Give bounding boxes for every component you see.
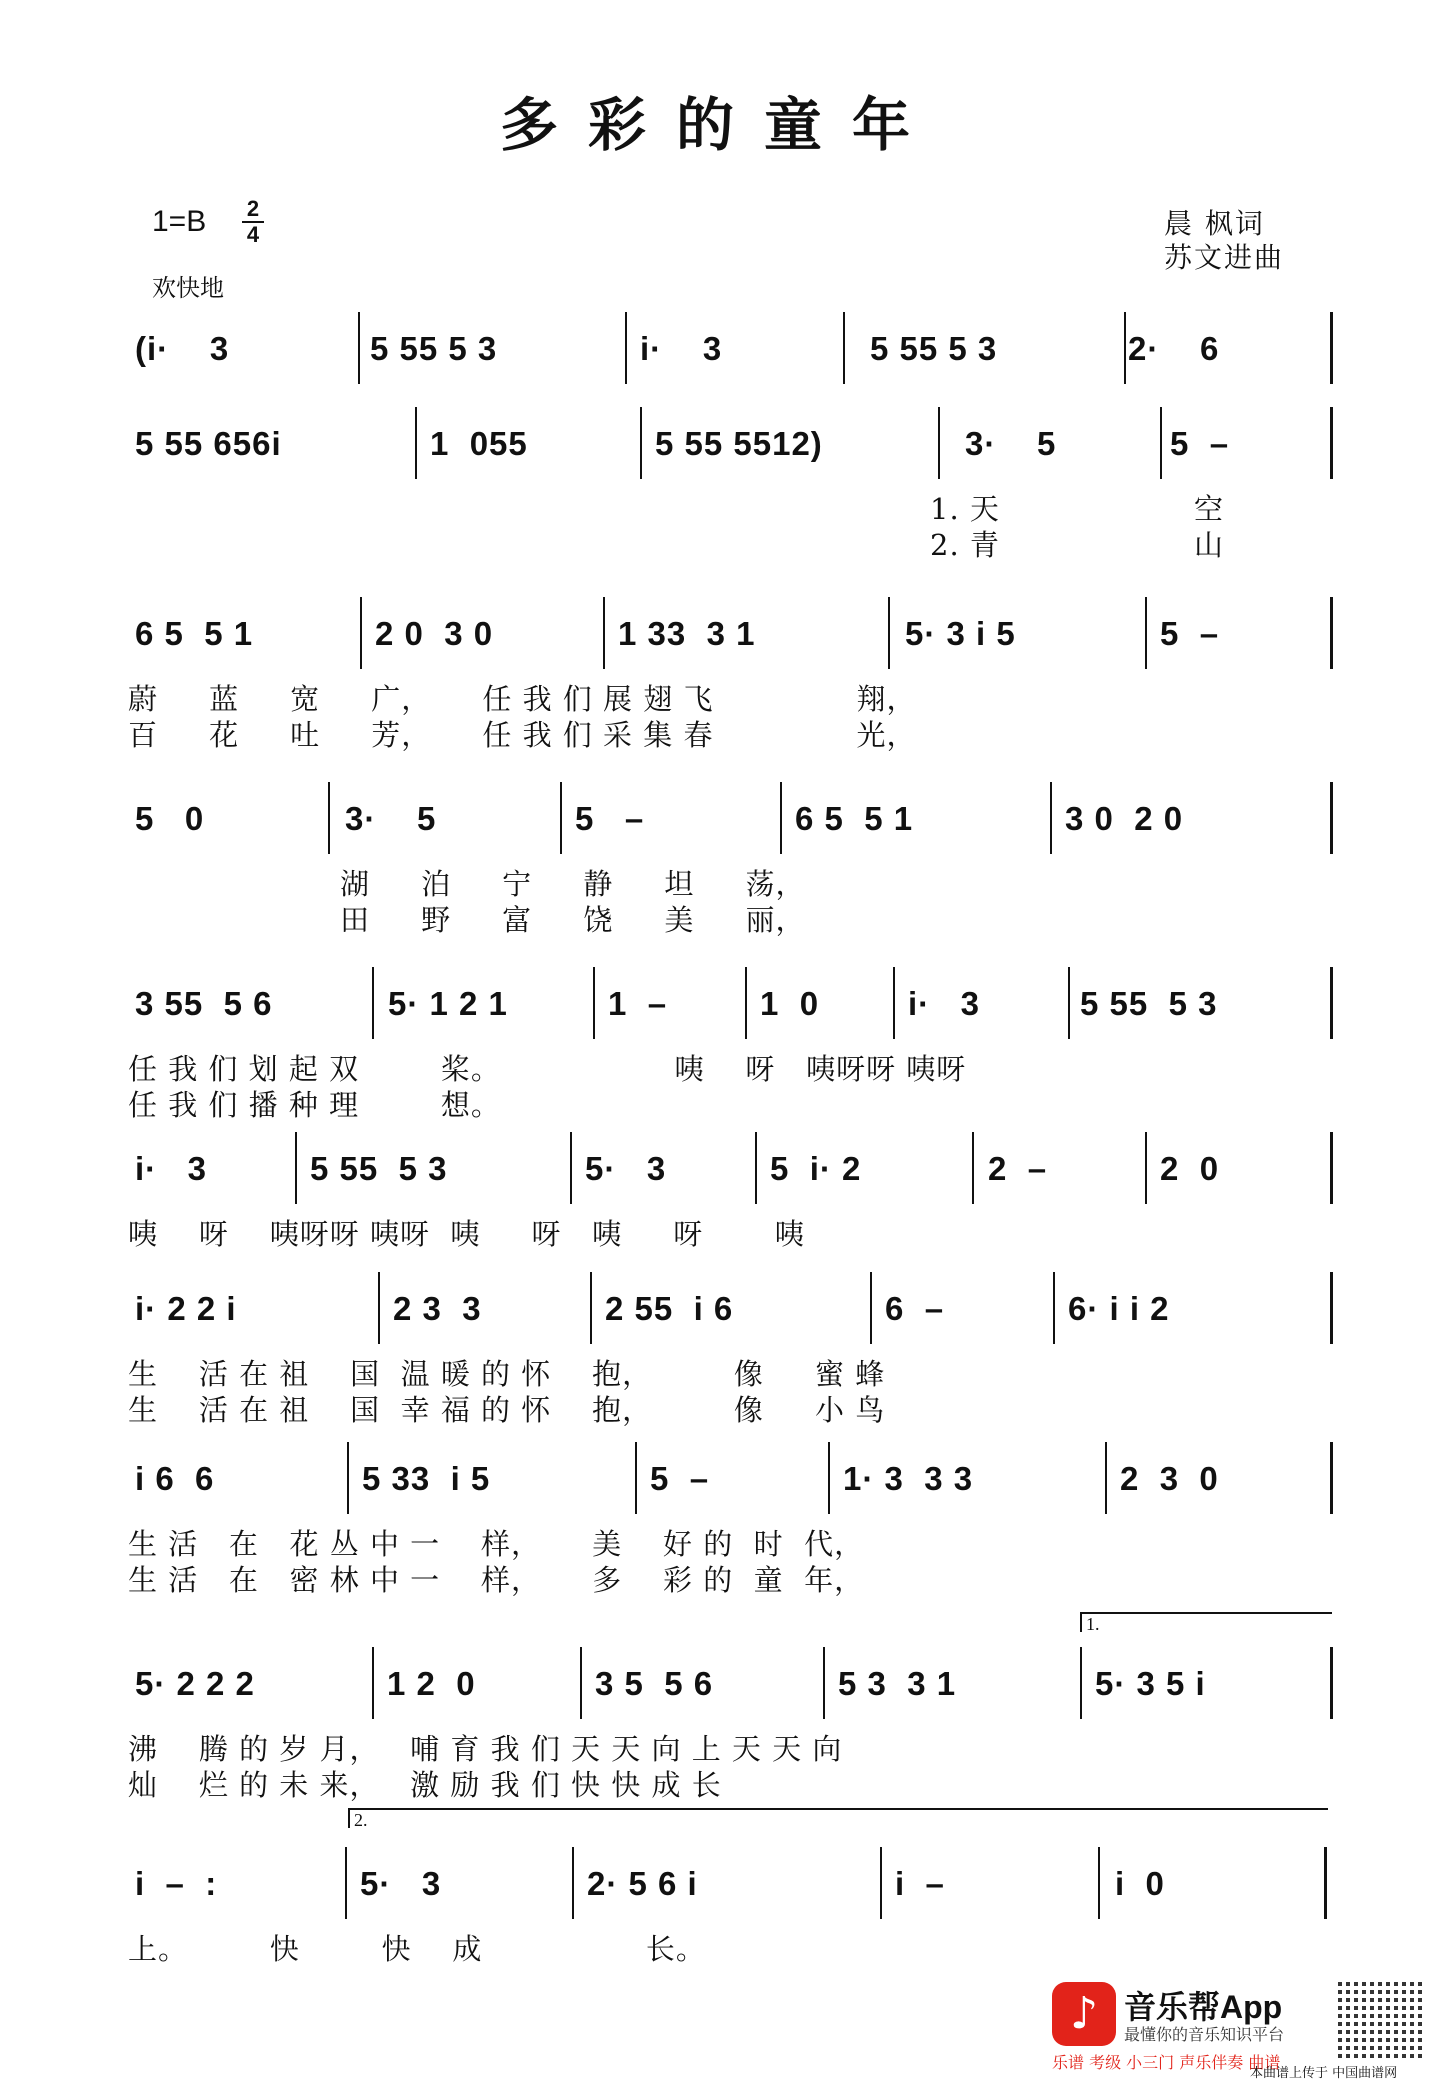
bar-line: [570, 1132, 572, 1204]
bar-line: [972, 1132, 974, 1204]
measure-notes: 2 0: [1160, 1150, 1220, 1187]
measure-notes: i· 3: [640, 330, 723, 367]
measure-notes: 3 55 5 6: [135, 985, 273, 1022]
measure-notes: (i· 3: [135, 330, 230, 367]
measure-notes: 1 –: [608, 985, 668, 1022]
bar-line: [843, 312, 845, 384]
bar-line: [1330, 1647, 1333, 1719]
bar-line: [1105, 1442, 1107, 1514]
app-logo-icon: ♪: [1052, 1982, 1116, 2046]
bar-line: [580, 1647, 582, 1719]
measure-notes: 5 55 656i: [135, 425, 282, 462]
lyric-line: 田 野 富 饶 美 丽，: [340, 903, 806, 937]
measure-notes: 2 3 3: [393, 1290, 482, 1327]
qr-code-overlay: [1338, 1982, 1426, 2058]
notes-row: [0, 330, 1440, 400]
notes-row: [0, 1665, 1440, 1735]
bar-line: [590, 1272, 592, 1344]
bar-line: [1050, 782, 1052, 854]
bar-line: [1330, 782, 1333, 854]
measure-notes: 2 –: [988, 1150, 1048, 1187]
measure-notes: 5· 3: [585, 1150, 667, 1187]
measure-notes: 2· 5 6 i: [587, 1865, 698, 1902]
bar-line: [1053, 1272, 1055, 1344]
notes-row: [0, 615, 1440, 685]
lyric-line: 灿 烂 的 未 来， 激 励 我 们 快 快 成 长: [128, 1768, 722, 1802]
bar-line: [372, 967, 374, 1039]
bar-line: [1330, 1442, 1333, 1514]
measure-notes: 2 0 3 0: [375, 615, 494, 652]
volta-2-bracket: 2.: [348, 1808, 1328, 1828]
meter-bottom: 4: [246, 222, 260, 247]
bar-line: [1145, 597, 1147, 669]
bar-line: [347, 1442, 349, 1514]
measure-notes: 5 –: [575, 800, 645, 837]
measure-notes: 5 –: [1170, 425, 1230, 462]
measure-notes: 3 0 2 0: [1065, 800, 1184, 837]
measure-notes: 1 055: [430, 425, 528, 462]
bar-line: [560, 782, 562, 854]
bar-line: [780, 782, 782, 854]
bar-line: [358, 312, 360, 384]
bar-line: [1324, 1847, 1327, 1919]
bar-line: [755, 1132, 757, 1204]
bar-line: [1080, 1647, 1082, 1719]
bar-line: [1098, 1847, 1100, 1919]
bar-line: [1068, 967, 1070, 1039]
measure-notes: i· 3: [135, 1150, 208, 1187]
lyric-line: 1. 天 空: [930, 492, 1225, 526]
measure-notes: 3· 5: [965, 425, 1057, 462]
measure-notes: i 0: [1115, 1865, 1165, 1902]
measure-notes: 6 –: [885, 1290, 945, 1327]
measure-notes: 5 55 5 3: [870, 330, 998, 367]
measure-notes: 5· 3: [360, 1865, 442, 1902]
bar-line: [360, 597, 362, 669]
notes-row: [0, 1460, 1440, 1530]
bar-line: [372, 1647, 374, 1719]
lyric-line: 生 活 在 祖 国 温 暖 的 怀 抱， 像 蜜 蜂: [128, 1357, 886, 1391]
measure-notes: 2 3 0: [1120, 1460, 1219, 1497]
lyric-line: 生 活 在 密 林 中 一 样， 多 彩 的 童 年，: [128, 1563, 865, 1597]
lyric-line: 2. 青 山: [930, 528, 1225, 562]
notes-row: [0, 1290, 1440, 1360]
measure-notes: 6· i i 2: [1068, 1290, 1170, 1327]
bar-line: [640, 407, 642, 479]
lyric-line: 上。 快 快 成 长。: [128, 1932, 706, 1966]
bar-line: [328, 782, 330, 854]
measure-notes: 3 5 5 6: [595, 1665, 714, 1702]
app-tags: 乐谱 考级 小三门 声乐伴奏 曲谱: [1052, 2053, 1281, 2072]
bar-line: [1330, 312, 1333, 384]
measure-notes: 6 5 5 1: [795, 800, 914, 837]
bar-line: [1330, 1272, 1333, 1344]
time-signature: [242, 198, 264, 246]
measure-notes: 5 55 5 3: [370, 330, 498, 367]
lyric-line: 生 活 在 祖 国 幸 福 的 怀 抱， 像 小 鸟: [128, 1393, 886, 1427]
measure-notes: 5· 2 2 2: [135, 1665, 255, 1702]
score-title: 多彩的童年: [499, 91, 940, 159]
bar-line: [1330, 967, 1333, 1039]
measure-notes: 5· 3 i 5: [905, 615, 1016, 652]
measure-notes: i – :: [135, 1865, 218, 1902]
bar-line: [593, 967, 595, 1039]
notes-row: [0, 985, 1440, 1055]
measure-notes: 3· 5: [345, 800, 437, 837]
tempo-marking: 欢快地: [152, 274, 224, 302]
meter-top: 2: [246, 196, 260, 221]
bar-line: [345, 1847, 347, 1919]
measure-notes: i· 3: [908, 985, 981, 1022]
bar-line: [635, 1442, 637, 1514]
measure-notes: 5 i· 2: [770, 1150, 862, 1187]
measure-notes: 2 55 i 6: [605, 1290, 734, 1327]
upload-credit: 本曲谱上传于 中国曲谱网: [1250, 2066, 1398, 2081]
measure-notes: i –: [895, 1865, 945, 1902]
bar-line: [572, 1847, 574, 1919]
bar-line: [378, 1272, 380, 1344]
lyric-line: 沸 腾 的 岁 月， 哺 育 我 们 天 天 向 上 天 天 向: [128, 1732, 843, 1766]
lyric-line: 生 活 在 花 丛 中 一 样， 美 好 的 时 代，: [128, 1527, 865, 1561]
bar-line: [1160, 407, 1162, 479]
composer-credit: 苏文进曲: [1164, 241, 1285, 274]
measure-notes: 5 0: [135, 800, 205, 837]
bar-line: [1330, 407, 1333, 479]
bar-line: [295, 1132, 297, 1204]
measure-notes: 1 2 0: [387, 1665, 476, 1702]
measure-notes: 5 55 5 3: [1080, 985, 1218, 1022]
notes-row: [0, 1150, 1440, 1220]
bar-line: [893, 967, 895, 1039]
lyric-line: 湖 泊 宁 静 坦 荡，: [340, 867, 806, 901]
bar-line: [823, 1647, 825, 1719]
notes-row: [0, 1865, 1440, 1935]
measure-notes: 1 33 3 1: [618, 615, 756, 652]
bar-line: [880, 1847, 882, 1919]
lyricist-credit: 晨 枫词: [1164, 207, 1265, 240]
measure-notes: 2· 6: [1128, 330, 1220, 367]
bar-line: [888, 597, 890, 669]
measure-notes: 5 –: [1160, 615, 1220, 652]
lyric-line: 百 花 吐 芳， 任 我 们 采 集 春 光，: [128, 718, 917, 752]
bar-line: [603, 597, 605, 669]
measure-notes: 5 55 5 3: [310, 1150, 448, 1187]
app-slogan: 最懂你的音乐知识平台: [1124, 2025, 1285, 2044]
bar-line: [1145, 1132, 1147, 1204]
bar-line: [745, 967, 747, 1039]
bar-line: [1330, 597, 1333, 669]
lyric-line: 咦 呀 咦呀呀 咦呀 咦 呀 咦 呀 咦: [128, 1217, 805, 1251]
bar-line: [1124, 312, 1126, 384]
volta-1-bracket: 1.: [1080, 1612, 1332, 1632]
measure-notes: i· 2 2 i: [135, 1290, 237, 1327]
measure-notes: 1 0: [760, 985, 820, 1022]
app-name: 音乐帮App: [1124, 1989, 1283, 2025]
bar-line: [1330, 1132, 1333, 1204]
measure-notes: 5· 3 5 i: [1095, 1665, 1206, 1702]
measure-notes: 5· 1 2 1: [388, 985, 508, 1022]
notes-row: [0, 800, 1440, 870]
measure-notes: 5 3 3 1: [838, 1665, 957, 1702]
bar-line: [938, 407, 940, 479]
bar-line: [625, 312, 627, 384]
bar-line: [415, 407, 417, 479]
lyric-line: 任 我 们 划 起 双 桨。 咦 呀 咦呀呀 咦呀: [128, 1052, 967, 1086]
measure-notes: i 6 6: [135, 1460, 215, 1497]
lyric-line: 任 我 们 播 种 理 想。: [128, 1088, 501, 1122]
lyric-line: 蔚 蓝 宽 广， 任 我 们 展 翅 飞 翔，: [128, 682, 917, 716]
key-signature: 1=B: [152, 205, 207, 238]
measure-notes: 1· 3 3 3: [843, 1460, 974, 1497]
bar-line: [870, 1272, 872, 1344]
measure-notes: 5 33 i 5: [362, 1460, 491, 1497]
measure-notes: 6 5 5 1: [135, 615, 254, 652]
notes-row: [0, 425, 1440, 495]
bar-line: [828, 1442, 830, 1514]
measure-notes: 5 –: [650, 1460, 710, 1497]
measure-notes: 5 55 5512): [655, 425, 823, 462]
